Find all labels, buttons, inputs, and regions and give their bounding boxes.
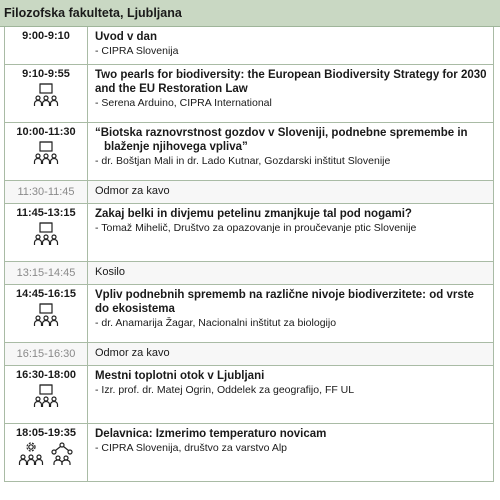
time-cell [5, 262, 88, 284]
time-cell [5, 181, 88, 203]
session-title: “Biotska raznovrstnost gozdov v Sloveniji, podnebne spremembe in blaženje njihovega vpliva” [95, 127, 468, 153]
session-row [5, 123, 493, 181]
content-cell [88, 181, 493, 203]
time-label: 9:00-9:10 [22, 30, 70, 42]
time-cell [5, 366, 88, 423]
group-network-icon [49, 442, 75, 466]
time-label: 9:10-9:55 [22, 68, 70, 80]
time-label: 16:30-18:00 [16, 369, 76, 381]
time-cell [5, 204, 88, 261]
speaker-label: - CIPRA Slovenija [95, 45, 179, 57]
time-cell [5, 285, 88, 342]
content-cell [88, 262, 493, 284]
break-label: Odmor za kavo [95, 185, 170, 198]
venue-header: Filozofska fakulteta, Ljubljana [0, 0, 500, 27]
speaker-label: - Izr. prof. dr. Matej Ogrin, Oddelek za geografijo, FF UL [95, 384, 355, 396]
time-label: 11:30-11:45 [17, 186, 75, 198]
break-row [5, 343, 493, 366]
speaker-label: - dr. Anamarija Žagar, Nacionalni inštitut za biologijo [95, 317, 337, 329]
format-icons [33, 384, 59, 408]
speaker-label: - CIPRA Slovenija, društvo za varstvo Alp [95, 442, 287, 454]
content-cell [88, 27, 493, 64]
content-cell [88, 366, 493, 423]
session-row [5, 27, 493, 65]
time-cell [5, 343, 88, 365]
session-row [5, 366, 493, 424]
time-label: 16:15-16:30 [16, 348, 76, 360]
format-icons [33, 222, 59, 246]
time-label: 13:15-14:45 [16, 267, 76, 279]
time-label: 18:05-19:35 [16, 427, 76, 439]
content-cell [88, 65, 493, 122]
presentation-icon [33, 222, 59, 246]
session-row [5, 285, 493, 343]
session-title: Vpliv podnebnih sprememb na različne nivoje biodiverzitete: od vrste do ekosistema [95, 289, 474, 315]
time-label: 14:45-16:15 [16, 288, 76, 300]
content-cell [88, 424, 493, 481]
session-row [5, 65, 493, 123]
time-label: 11:45-13:15 [16, 207, 76, 219]
format-icons [33, 303, 59, 327]
presentation-icon [33, 83, 59, 107]
speaker-label: - dr. Boštjan Mali in dr. Lado Kutnar, Gozdarski inštitut Slovenije [95, 155, 391, 167]
speaker-label: - Tomaž Mihelič, Društvo za opazovanje in proučevanje ptic Slovenije [95, 222, 417, 234]
format-icons [33, 141, 59, 165]
break-row [5, 262, 493, 285]
break-label: Odmor za kavo [95, 347, 170, 360]
session-title: Mestni toplotni otok v Ljubljani [95, 370, 265, 382]
time-label: 10:00-11:30 [16, 126, 76, 138]
break-label: Kosilo [95, 266, 125, 279]
session-title: Two pearls for biodiversity: the European Biodiversity Strategy for 2030 and the EU Restoration Law [95, 69, 487, 95]
format-icons [18, 442, 75, 466]
speaker-label: - Serena Arduino, CIPRA International [95, 97, 272, 109]
presentation-icon [33, 141, 59, 165]
time-cell [5, 65, 88, 122]
time-cell [5, 424, 88, 481]
session-row [5, 204, 493, 262]
session-title: Delavnica: Izmerimo temperaturo novicam [95, 428, 327, 440]
format-icons [33, 83, 59, 107]
presentation-icon [33, 384, 59, 408]
presentation-icon [33, 303, 59, 327]
schedule-table [4, 27, 494, 482]
session-row [5, 424, 493, 482]
session-title: Zakaj belki in divjemu petelinu zmanjkuje tal pod nogami? [95, 208, 412, 220]
content-cell [88, 285, 493, 342]
break-row [5, 181, 493, 204]
content-cell [88, 343, 493, 365]
time-cell [5, 27, 88, 64]
time-cell [5, 123, 88, 180]
session-title: Uvod v dan [95, 31, 157, 43]
workshop-gear-icon [18, 442, 44, 466]
content-cell [88, 204, 493, 261]
content-cell [88, 123, 493, 180]
